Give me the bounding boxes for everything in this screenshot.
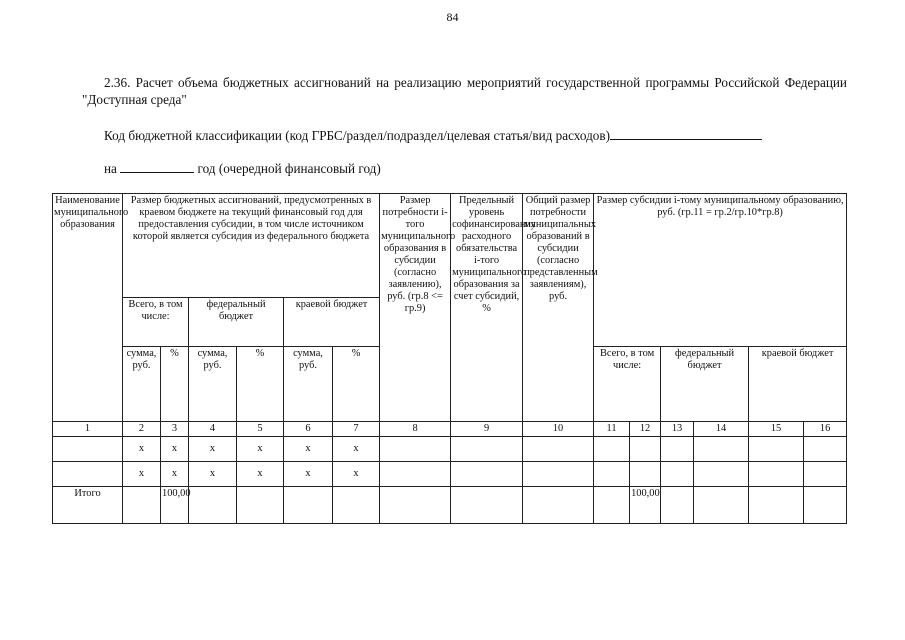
header-cofinancing-level: Предельный уровень софинансирования расходного обязательства i-того муниципального образования за счет субсидий, % (451, 194, 523, 422)
total-row (53, 487, 847, 524)
table-cell[interactable] (523, 487, 594, 524)
col-number-15: 15 (749, 422, 804, 437)
col-number-5: 5 (237, 422, 284, 437)
year-line (104, 160, 381, 177)
table-cell[interactable] (451, 487, 523, 524)
table-cell[interactable] (53, 462, 123, 487)
x-mark: х (284, 462, 333, 487)
col-number-12: 12 (630, 422, 661, 437)
table-cell[interactable] (523, 462, 594, 487)
kbk-blank-field[interactable] (610, 127, 762, 140)
header-need: Размер потребности i-того муниципального образования в субсидии (согласно заявлению), руб. (гр.8 <= гр.9) (380, 194, 451, 422)
header-total-need: Общий размер потребности муниципальных образований в субсидии (согласно представленным заявлениям), руб. (523, 194, 594, 422)
col-number-9: 9 (451, 422, 523, 437)
table-cell[interactable] (53, 437, 123, 462)
table-cell[interactable] (451, 462, 523, 487)
table-cell[interactable] (237, 487, 284, 524)
table-cell[interactable] (661, 437, 694, 462)
header-municipality: Наименование муниципального образования (53, 194, 123, 422)
header-federal-right: федеральный бюджет (661, 347, 749, 422)
table-row (53, 437, 847, 462)
col-number-14: 14 (694, 422, 749, 437)
table-cell[interactable] (594, 462, 630, 487)
table-cell[interactable] (804, 487, 847, 524)
header-pct-5: % (237, 347, 284, 422)
header-total-left: Всего, в том числе: (123, 298, 189, 347)
x-mark: х (333, 462, 380, 487)
col-number-10: 10 (523, 422, 594, 437)
table-cell[interactable] (284, 487, 333, 524)
col-number-8: 8 (380, 422, 451, 437)
kbk-line (104, 127, 762, 144)
x-mark: х (237, 437, 284, 462)
x-mark: х (189, 437, 237, 462)
table-cell[interactable] (594, 487, 630, 524)
table-cell[interactable] (694, 437, 749, 462)
header-sum-2: сумма, руб. (123, 347, 161, 422)
calculation-table (52, 193, 847, 524)
kbk-label: Код бюджетной классификации (код ГРБС/раздел/подраздел/целевая статья/вид расходов) (104, 128, 610, 143)
x-mark: х (123, 462, 161, 487)
col-number-1: 1 (53, 422, 123, 437)
header-sum-6: сумма, руб. (284, 347, 333, 422)
x-mark: х (237, 462, 284, 487)
total-pct-left: 100,00 (161, 487, 189, 524)
header-regional-right: краевой бюджет (749, 347, 847, 422)
table-cell[interactable] (380, 437, 451, 462)
header-budget-group: Размер бюджетных ассигнований, предусмотренных в краевом бюджете на текущий финансовый год для предоставления субсидии, в том числе источником которой является субсидия из федерального бюджета (123, 194, 380, 298)
header-total-right: Всего, в том числе: (594, 347, 661, 422)
col-number-4: 4 (189, 422, 237, 437)
year-suffix: год (очередной финансовый год) (197, 161, 381, 176)
table-cell[interactable] (380, 487, 451, 524)
x-mark: х (161, 462, 189, 487)
page-number: 84 (446, 10, 459, 24)
header-sum-4: сумма, руб. (189, 347, 237, 422)
col-number-6: 6 (284, 422, 333, 437)
table-cell[interactable] (189, 487, 237, 524)
year-prefix: на (104, 161, 117, 176)
table-cell[interactable] (630, 462, 661, 487)
x-mark: х (123, 437, 161, 462)
table-cell[interactable] (380, 462, 451, 487)
table-cell[interactable] (694, 462, 749, 487)
header-pct-3: % (161, 347, 189, 422)
col-number-16: 16 (804, 422, 847, 437)
table-cell[interactable] (333, 487, 380, 524)
col-number-2: 2 (123, 422, 161, 437)
table-cell[interactable] (749, 487, 804, 524)
table-row (53, 462, 847, 487)
total-pct-right: 100,00 (630, 487, 661, 524)
col-number-3: 3 (161, 422, 189, 437)
x-mark: х (189, 462, 237, 487)
year-blank-field[interactable] (120, 160, 194, 173)
header-pct-7: % (333, 347, 380, 422)
table-cell[interactable] (594, 437, 630, 462)
table-cell[interactable] (661, 462, 694, 487)
header-regional-left: краевой бюджет (284, 298, 380, 347)
col-number-13: 13 (661, 422, 694, 437)
table-cell[interactable] (749, 437, 804, 462)
table-cell[interactable] (804, 462, 847, 487)
table-cell[interactable] (694, 487, 749, 524)
table-cell[interactable] (123, 487, 161, 524)
header-subsidy-group: Размер субсидии i-тому муниципальному образованию, руб. (гр.11 = гр.2/гр.10*гр.8) (594, 194, 847, 347)
table-cell[interactable] (661, 487, 694, 524)
x-mark: х (161, 437, 189, 462)
header-federal-left: федеральный бюджет (189, 298, 284, 347)
table-cell[interactable] (749, 462, 804, 487)
table-cell[interactable] (804, 437, 847, 462)
x-mark: х (284, 437, 333, 462)
table-cell[interactable] (523, 437, 594, 462)
col-number-7: 7 (333, 422, 380, 437)
x-mark: х (333, 437, 380, 462)
total-label: Итого (53, 487, 123, 524)
table-cell[interactable] (630, 437, 661, 462)
section-heading: 2.36. Расчет объема бюджетных ассигнований на реализацию мероприятий государственной программы Российской Федерации "Доступная среда" (82, 75, 847, 107)
table-cell[interactable] (451, 437, 523, 462)
col-number-11: 11 (594, 422, 630, 437)
